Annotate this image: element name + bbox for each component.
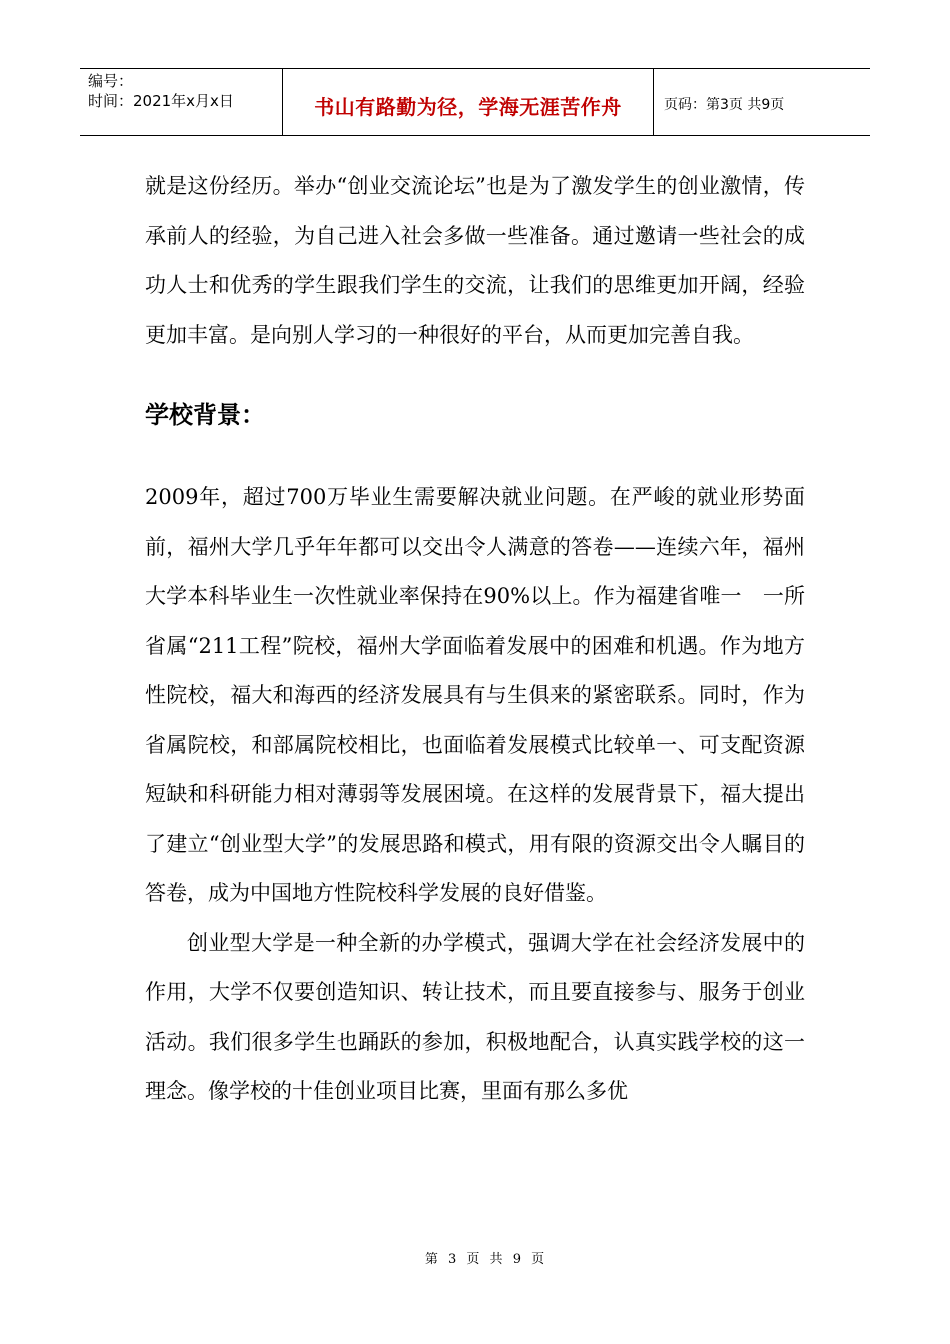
paragraph-1: 就是这份经历。举办“创业交流论坛”也是为了激发学生的创业激情，传承前人的经验，为自己进入社会多做一些准备。通过邀请一些社会的成功人士和优秀的学生跟我们学生的交流，让我们的思维更加开阔，经验更加丰富。是向别人学习的一种很好的平台，从而更加完善自我。	[145, 174, 805, 347]
motto: 书山有路勤为径，学海无涯苦作舟	[314, 94, 622, 119]
page-number-label: 页码：第3页 共9页	[664, 97, 785, 113]
page-header	[80, 68, 870, 136]
page-footer: 第 3 页 共 9 页	[424, 1252, 548, 1267]
header-right-cell	[654, 69, 870, 135]
section-heading: 学校背景：	[145, 401, 265, 429]
paragraph-2: 2009年，超过700万毕业生需要解决就业问题。在严峻的就业形势面前，福州大学几乎年年都可以交出令人满意的答卷——连续六年，福州大学本科毕业生一次性就业率保持在90%以上。作为福建省唯一 一所省属“211工程”院校，福州大学面临着发展中的困难和机遇。作为地方性院校，福大和海西的经济发展具有与生俱来的紧密联系。同时，作为省属院校，和部属院校相比，也面临着发展模式比较单一、可支配资源短缺和科研能力相对薄弱等发展困境。在这样的发展背景下，福大提出了建立“创业型大学”的发展思路和模式，用有限的资源交出令人瞩目的答卷，成为中国地方性院校科学发展的良好借鉴。	[145, 485, 805, 905]
header-middle-cell	[282, 69, 654, 135]
header-left-cell	[80, 69, 282, 135]
number-label: 编号：	[88, 72, 134, 90]
time-label: 时间：2021年x月x日	[88, 92, 234, 110]
paragraph-3: 创业型大学是一种全新的办学模式，强调大学在社会经济发展中的作用，大学不仅要创造知识、转让技术，而且要直接参与、服务于创业活动。我们很多学生也踊跃的参加，积极地配合，认真实践学校的这一理念。像学校的十佳创业项目比赛，里面有那么多优	[145, 930, 805, 1103]
document-body	[145, 162, 805, 1117]
